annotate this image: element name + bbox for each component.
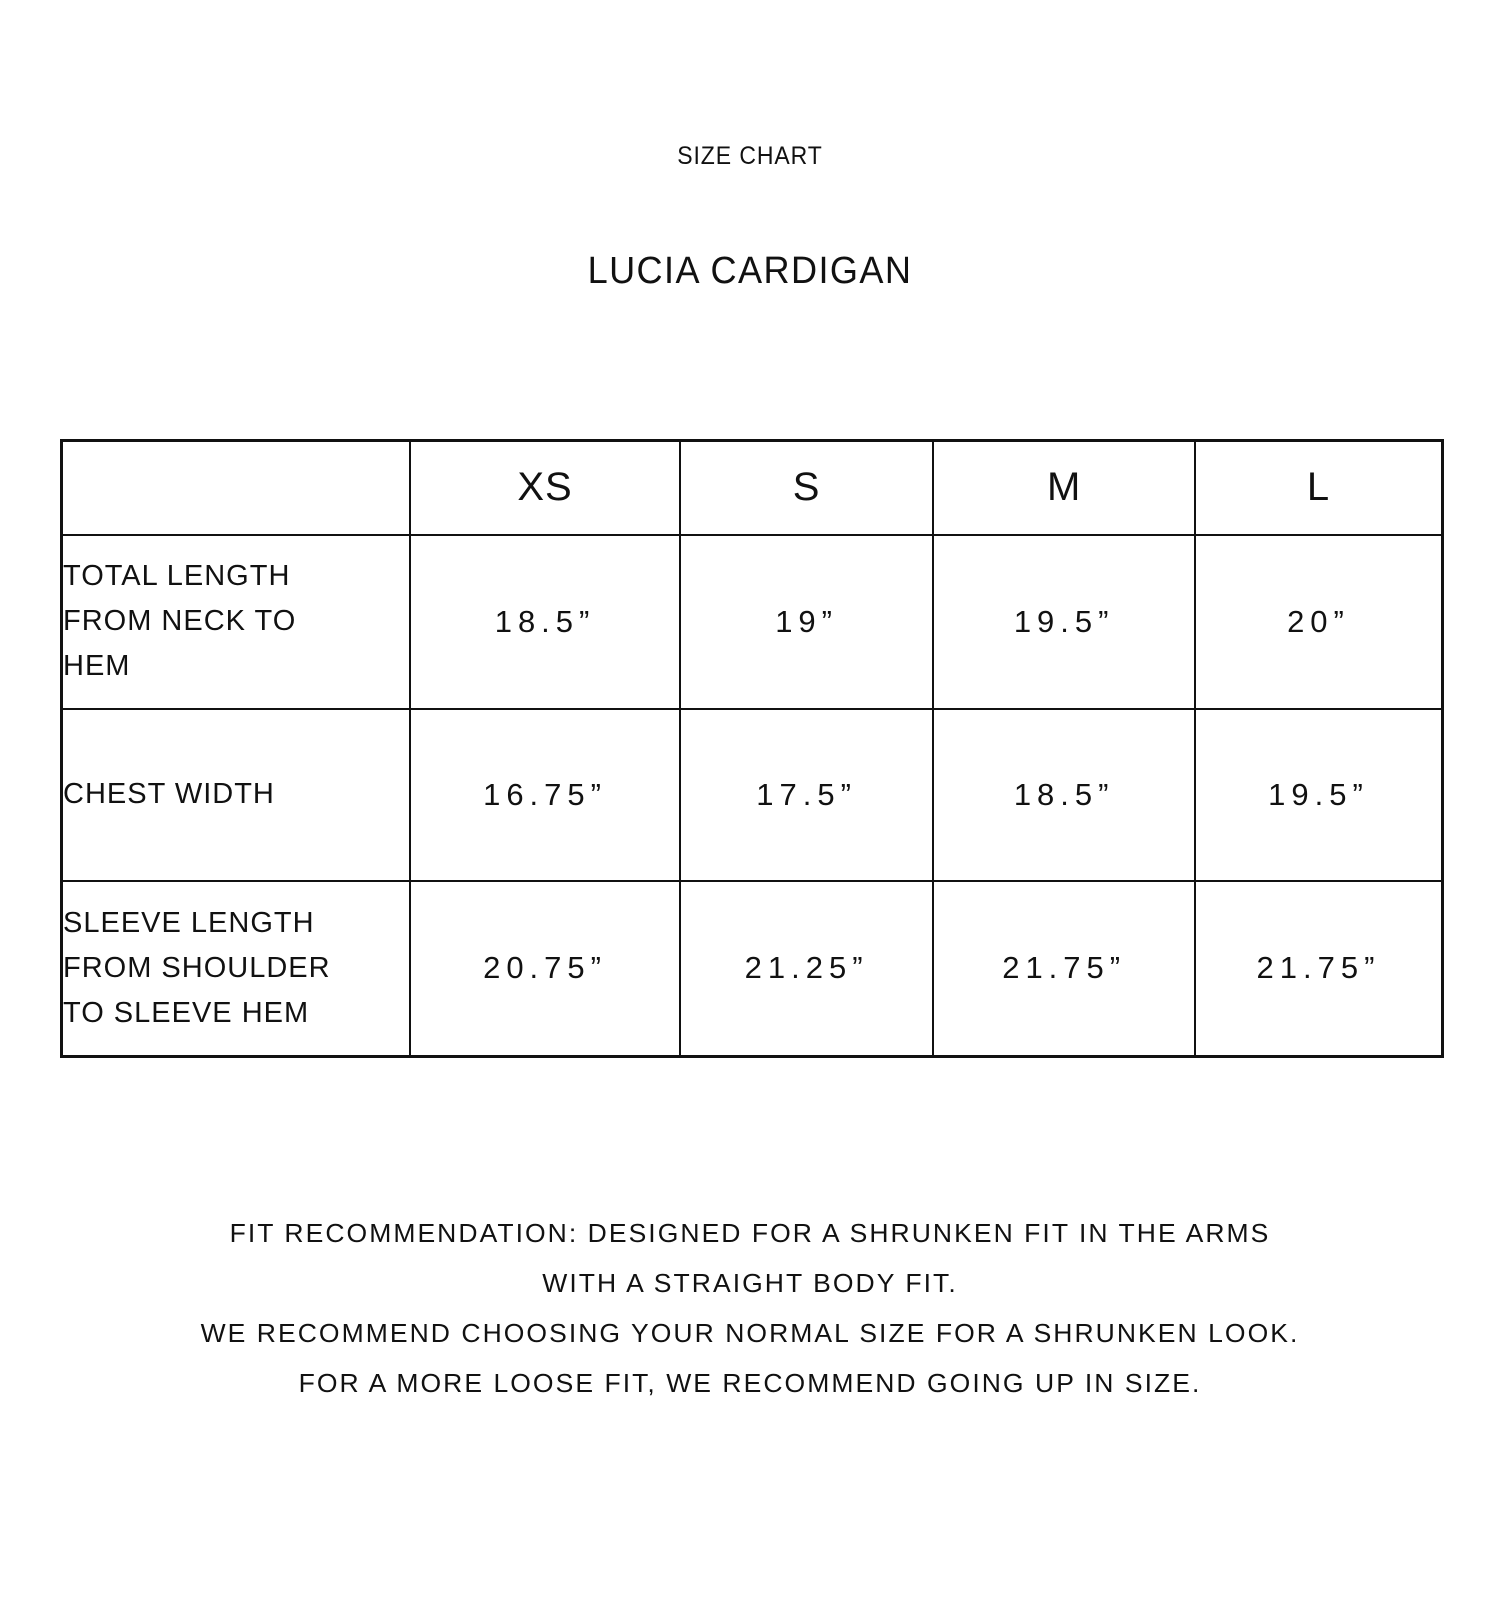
value-chest-width-m: 18.5” — [933, 709, 1195, 881]
value-total-length-m: 19.5” — [933, 535, 1195, 709]
header-cell-l: L — [1195, 441, 1443, 535]
row-label-chest-width — [62, 709, 411, 881]
row-label-line: HEM — [63, 650, 131, 682]
value-chest-width-l: 19.5” — [1195, 709, 1443, 881]
header-cell-m: M — [933, 441, 1195, 535]
row-label-line: FROM SHOULDER — [63, 951, 331, 984]
row-label-total-length — [62, 535, 411, 709]
value-chest-width-xs: 16.75” — [410, 709, 680, 881]
row-label-line: TO SLEEVE HEM — [63, 996, 310, 1029]
value-sleeve-length-s: 21.25” — [680, 881, 934, 1057]
value-total-length-xs: 18.5” — [410, 535, 680, 709]
value-total-length-l: 20” — [1195, 535, 1443, 709]
fit-line-3: WE RECOMMEND CHOOSING YOUR NORMAL SIZE FOR A SHRUNKEN LOOK. — [200, 1318, 1300, 1348]
header-cell-empty — [62, 441, 411, 535]
header-cell-s: S — [680, 441, 934, 535]
value-sleeve-length-m: 21.75” — [933, 881, 1195, 1057]
size-table — [60, 439, 1444, 1058]
product-title: LUCIA CARDIGAN — [587, 250, 913, 292]
row-label-line: SLEEVE LENGTH — [63, 906, 315, 939]
value-sleeve-length-l: 21.75” — [1195, 881, 1443, 1057]
value-total-length-s: 19” — [680, 535, 934, 709]
row-label-line: FROM NECK TO — [63, 605, 297, 637]
size-chart-subtitle: SIZE CHART — [677, 142, 823, 170]
table-header-row — [62, 441, 1443, 535]
value-sleeve-length-xs: 20.75” — [410, 881, 680, 1057]
header-cell-xs: XS — [410, 441, 680, 535]
fit-line-4: FOR A MORE LOOSE FIT, WE RECOMMEND GOING UP IN SIZE. — [298, 1368, 1202, 1398]
row-label-sleeve-length — [62, 881, 411, 1057]
fit-line-1: FIT RECOMMENDATION: DESIGNED FOR A SHRUNKEN FIT IN THE ARMS — [229, 1218, 1271, 1248]
table-row-total-length — [62, 535, 1443, 709]
table-row-sleeve-length — [62, 881, 1443, 1057]
fit-line-2: WITH A STRAIGHT BODY FIT. — [542, 1268, 958, 1298]
table-row-chest-width — [62, 709, 1443, 881]
fit-recommendation — [0, 1208, 1500, 1408]
value-chest-width-s: 17.5” — [680, 709, 934, 881]
row-label-line: TOTAL LENGTH — [63, 560, 291, 592]
row-label-line: CHEST WIDTH — [63, 778, 275, 810]
